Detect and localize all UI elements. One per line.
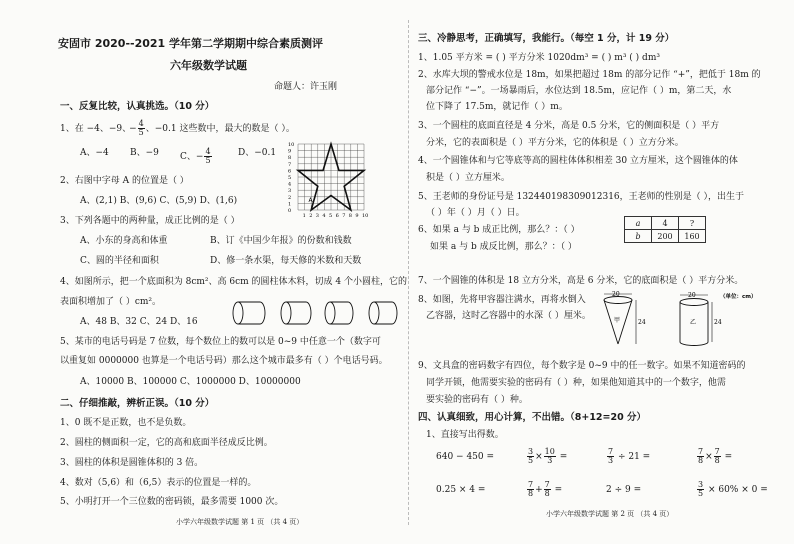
fill-3-line1: 3、一个圆柱的底面直径是 4 分米，高是 0.5 分米，它的侧面积是（ ）平方 — [418, 121, 720, 131]
grid-y-tick: 3 — [288, 188, 292, 195]
cylinder-piece — [325, 302, 353, 324]
cone-container — [604, 291, 646, 344]
left-column — [58, 0, 407, 544]
grid-y-tick: 8 — [288, 155, 292, 162]
cylinder-piece — [281, 302, 311, 324]
cylinders-figure — [226, 298, 402, 328]
grid-y-tick: 6 — [288, 168, 292, 175]
grid-y-tick: 0 — [288, 208, 292, 214]
section-3-heading: 三、冷静思考，正确填写，我能行。（每空 1 分，计 19 分） — [418, 33, 675, 44]
fill-9-line1: 9、文具盒的密码数字有四位，每个数字是 0~9 中的任一数字。如果不知道密码的 — [418, 361, 746, 371]
judge-3: 3、圆柱的体积是圆锥体积的 3 倍。 — [60, 458, 204, 468]
fraction: $\frac{4}{5}$ — [138, 119, 144, 137]
fill-3-line2: 分米，它的表面积是（ ）平方分米，它的体积是（ ）立方分米。 — [426, 138, 684, 148]
grid-x-tick: 10 — [362, 213, 369, 218]
grid-x-tick: 5 — [329, 213, 333, 218]
cylinder-container — [680, 292, 722, 345]
fill-5-line1: 5、王老师的身份证号是 132440198309012316，王老师的性别是（ ），出生于 — [418, 192, 745, 202]
cylinder-piece — [233, 302, 265, 324]
column-divider — [408, 20, 409, 525]
svg-text:乙: 乙 — [690, 319, 697, 326]
section-4-heading: 四、认真细致，用心计算，不出错。（8+12=20 分） — [418, 412, 647, 423]
cylinder-pieces — [233, 302, 397, 324]
grid-x-tick: 2 — [309, 213, 313, 218]
fill-9-line2: 同学开锁，他需要实验的密码有（ ）种，如果他知道其中的一个数字，他需 — [426, 378, 726, 388]
question-3-option-d[interactable]: D、修一条水渠，每天修的米数和天数 — [210, 256, 362, 266]
coordinate-grid-figure — [286, 140, 404, 218]
question-4-line1: 4、如图所示，把一个底面积为 8cm²、高 6cm 的圆柱体木料，切成 4 个小圆柱，它的 — [60, 277, 407, 287]
section-1-heading: 一、反复比较，认真挑选。（10 分） — [60, 101, 215, 112]
author: 命题人：许玉刚 — [274, 82, 338, 92]
question-3-option-c[interactable]: C、圆的半径和面积 — [80, 256, 159, 266]
svg-text:24: 24 — [714, 319, 722, 326]
calc-3: $\frac{7}{3}$ ÷ 21 = — [608, 447, 651, 465]
calc-6: $\frac{7}{8}$ + $\frac{7}{8}$ = — [528, 480, 563, 498]
grid-y-tick: 9 — [288, 148, 292, 155]
calc-2: $\frac{3}{5}$ × $\frac{10}{3}$ = — [528, 447, 568, 465]
point-a-label: A — [308, 197, 313, 205]
question-5-options[interactable]: A、10000 B、100000 C、1000000 D、10000000 — [80, 377, 301, 387]
unit-label: （单位：cm） — [720, 294, 757, 300]
exam-subtitle: 六年级数学试题 — [170, 59, 247, 72]
fill-8-line1: 8、如图，先将甲容器注满水，再将水倒入 — [418, 295, 586, 305]
question-5-line1: 5、某市的电话号码是 7 位数，每个数位上的数可以是 0~9 中任意一个（数字可 — [60, 337, 381, 347]
calc-1: 640 − 450 = — [436, 452, 495, 462]
calc-4: $\frac{7}{8}$ × $\frac{7}{8}$ = — [698, 447, 733, 465]
question-1-option-b[interactable]: B、−9 — [130, 148, 159, 158]
question-3: 3、下列各题中的两种量，成正比例的是（ ） — [60, 216, 240, 226]
calc-intro: 1、直接写出得数。 — [426, 430, 504, 440]
fill-6-line2: 如果 a 与 b 成反比例，那么？：（ ） — [430, 242, 577, 252]
grid-x-tick: 6 — [335, 213, 339, 218]
question-1-option-a[interactable]: A、−4 — [80, 148, 109, 158]
question-3-option-b[interactable]: B、订《中国少年报》的份数和钱数 — [210, 236, 352, 246]
fill-8-line2: 乙容器，这时乙容器中的水深（ ）厘米。 — [426, 311, 591, 321]
judge-5: 5、小明打开一个三位数的密码锁，最多需要 1000 次。 — [60, 497, 284, 507]
grid-x-tick: 8 — [348, 213, 352, 218]
fill-5-line2: （ ）年（ ）月（ ）日。 — [426, 208, 525, 218]
cylinder-piece — [369, 302, 397, 324]
calc-5: 0.25 × 4 = — [436, 485, 486, 495]
grid-y-tick: 1 — [288, 201, 292, 208]
grid-x-tick: 1 — [302, 213, 306, 218]
table-row: b 200 160 — [625, 230, 706, 243]
fill-7: 7、一个圆锥的体积是 18 立方分米，高是 6 分米，它的底面积是（ ）平方分米。 — [418, 276, 744, 286]
calc-7: 2 ÷ 9 = — [606, 485, 642, 495]
fill-9-line3: 要实验的密码有（ ）种。 — [426, 395, 528, 405]
fill-1: 1、1.05 平方米 = ( ) 平方分米 1020dm³ = ( ) m³ ( ) dm³ — [418, 53, 660, 63]
page-footer-2: 小学六年级数学试题 第 2 页 （共 4 页） — [546, 510, 674, 518]
question-4-options[interactable]: A、48 B、32 C、24 D、16 — [80, 317, 198, 327]
proportion-table — [624, 216, 706, 243]
fill-2-line3: 位下降了 17.5m，就记作（ ）m。 — [426, 102, 568, 112]
judge-4: 4、数对（5,6）和（6,5）表示的位置是一样的。 — [60, 478, 257, 488]
question-5-line2: 以重复如 0000000 也算是一个电话号码）那么这个城市最多有（ ）个电话号码。 — [60, 356, 388, 366]
right-column — [418, 0, 778, 544]
question-1-option-d[interactable]: D、−0.1 — [238, 148, 277, 158]
fill-4-line1: 4、一个圆锥体和与它等底等高的圆柱体体积相差 30 立方厘米，这个圆锥体的体 — [418, 156, 738, 166]
table-row: a 4 ? — [625, 217, 706, 230]
containers-figure — [596, 290, 772, 354]
question-4-line2: 表面积增加了（ ）cm²。 — [60, 297, 162, 307]
question-2: 2、右图中字母 A 的位置是（ ） — [60, 176, 189, 186]
svg-text:20: 20 — [688, 292, 696, 299]
grid-x-tick: 3 — [315, 213, 319, 218]
judge-1: 1、0 既不是正数，也不是负数。 — [60, 418, 192, 428]
question-2-options[interactable]: A、(2,1) B、(9,6) C、(5,9) D、(1,6) — [80, 196, 238, 206]
grid-y-tick: 4 — [288, 181, 292, 188]
question-1-option-c[interactable]: C、− $\frac{4}{5}$ — [180, 147, 211, 165]
grid-y-tick: 7 — [288, 161, 292, 168]
grid-x-tick: 4 — [322, 213, 326, 218]
question-3-option-a[interactable]: A、小东的身高和体重 — [80, 236, 168, 246]
question-1: 1、在 −4、−9、− $\frac{4}{5}$ 、−0.1 这些数中，最大的数是（ ）。 — [60, 119, 295, 137]
section-2-heading: 二、仔细推敲，辨析正误。（10 分） — [60, 398, 215, 409]
fill-6-line1: 6、如果 a 与 b 成正比例，那么？：（ ） — [418, 225, 580, 235]
fill-4-line2: 积是（ ）立方厘米。 — [426, 173, 510, 183]
grid-y-tick: 5 — [288, 175, 292, 181]
exam-title: 安固市 2020--2021 学年第二学期期中综合素质测评 — [58, 37, 324, 50]
calc-8: $\frac{3}{5}$ × 60% × 0 = — [698, 480, 768, 498]
grid-x-tick: 9 — [355, 213, 359, 218]
fill-2-line2: 部分记作 “−”。一场暴雨后，水位达到 18.5m，应记作（ ）m，第二天，水 — [426, 86, 732, 96]
svg-text:24: 24 — [638, 319, 646, 326]
grid-y-tick: 10 — [288, 142, 295, 148]
judge-2: 2、圆柱的侧面积一定，它的高和底面半径成反比例。 — [60, 438, 273, 448]
fill-2-line1: 2、水库大坝的警戒水位是 18m，如果把超过 18m 的部分记作 “+”，把低于 18m 的 — [418, 70, 761, 80]
svg-text:20: 20 — [612, 291, 620, 298]
page-footer-1: 小学六年级数学试题 第 1 页 （共 4 页） — [176, 518, 304, 526]
grid-y-tick: 2 — [288, 194, 292, 201]
svg-text:甲: 甲 — [614, 317, 621, 324]
grid-x-tick: 7 — [342, 213, 346, 218]
